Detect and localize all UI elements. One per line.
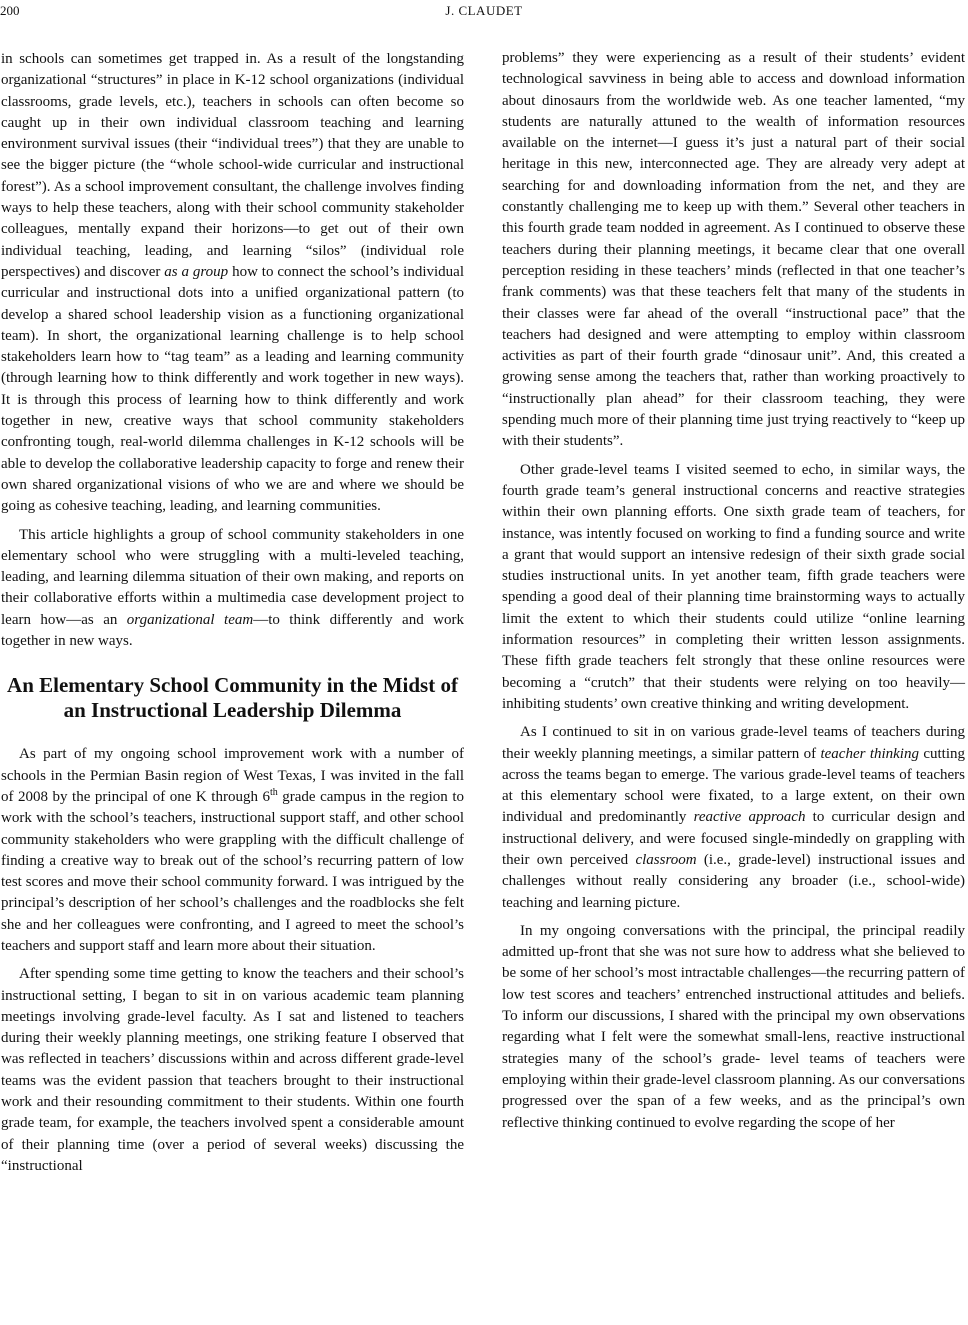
left-column [1,49,464,1184]
right-column [502,48,965,1141]
paragraph: After spending some time getting to know the teachers and their school’s instructional setting, I began to sit in on various academic team planning meetings involving grade-level faculty. As I sat and listened to teachers during their weekly planning meetings, one striking feature I observed that was reflected in teachers’ discussions within and across different grade-level teams was the evident passion that teachers brought to their instructional work and their resounding commitment to their students. Within one fourth grade team, for example, the teachers involved spent a considerable amount of their planning time (over a period of several weeks) discussing the “instructional [1,966,464,1174]
paragraph: This article highlights a group of school community stakeholders in one elementary school who were struggling with a multi-leveled teaching, leading, and learning dilemma situation of their own making, and reports on their collaborative efforts within a multimedia case development project to learn how—as an organizational team—to think differently and work together in new ways. [1,526,464,650]
paragraph: In my ongoing conversations with the principal, the principal readily admitted up-front that she was not sure how to address what she believed to be some of her school’s most intractable challenges—the recurring pattern of low test scores and teachers’ entrenched instructional attitudes and beliefs. To inform our discussions, I shared with the principal my own observations regarding what I felt were the somewhat small-lens, reactive instructional strategies many of the school’s grade- level teams of teachers were employing within their grade-level classroom planning. As our conversations progressed over the span of a few weeks, and as the principal’s own reflective thinking continued to evolve regarding the scope of her [502,922,965,1131]
running-header [0,0,968,22]
paragraph: Other grade-level teams I visited seemed to echo, in similar ways, the fourth grade team’s general instructional concerns and reactive strategies within their own planning efforts. One sixth grade team of teachers, for instance, was intently focused on working to find a funding source and write a grant that would support an intensive redesign of their sixth grade social studies instructional units. In yet another team, fifth grade teachers were spending a good deal of their planning time brainstorming ways to actually limit the extent to which their students could utilize “online learning information resources” in completing their written lesson assignments. These fifth grade teachers felt strongly that these online resources were becoming a “crutch” that their students were relying on too heavily—inhibiting students’ own creative thinking and writing development. [502,461,965,712]
paragraph: As part of my ongoing school improvement work with a number of schools in the Permian Basin region of West Texas, I was invited in the fall of 2008 by the principal of one K through 6th grade campus in the region to work with the school’s teachers, instructional support staff, and other school community stakeholders who were grappling with the difficult challenge of finding a creative way to break out of the school’s recurring pattern of low test scores and move their school community forward. I was intrigued by the principal’s description of her school’s challenges and the roadblocks she felt she and her colleagues were confronting, and I agreed to meet the school’s teachers and support staff and learn more about their situation. [1,746,464,954]
paragraph: in schools can sometimes get trapped in. As a result of the longstanding organizational “structures” in place in K-12 school organizations (individual classrooms, grade levels, etc.), teachers in schools can often become so caught up in their own individual classroom teaching and learning environment survival issues (their “individual trees”) that they are unable to see the bigger picture (the “whole school-wide curricular and instructional forest”). As a school improvement consultant, the challenge involves finding ways to help these teachers, along with their school community stakeholder colleagues, mentally expand their horizons—to get out of their own individual teaching, leading, and learning “silos” (individual role perspectives) and discover as a group how to connect the school’s individual curricular and instructional dots into a unified organizational pattern (to develop a shared school leadership vision as a functioning organizational team). In short, the organizational learning challenge is to help school stakeholders learn how to “tag team” as a leading and learning community (through learning how to think differently and work together in new ways). It is through this process of learning how to think differently and work together in new, creative ways that school community stakeholders confronting tough, real-world dilemma challenges in K-12 schools will be able to develop the collaborative leadership capacity to forge and renew their own shared organizational visions of who we are and where we should be going as cohesive teaching, leading, and learning communities. [1,51,464,515]
section-heading: An Elementary School Community in the Midst of an Instructional Leadership Dilemma [7,673,458,723]
paragraph: As I continued to sit in on various grade-level teams of teachers during their weekly planning meetings, a similar pattern of teacher thinking cutting across the teams began to emerge. The various grade-level teams of teachers at this elementary school were fixated, to a large extent, on their own individual and predominantly reactive approach to curricular design and instructional delivery, and were focused single-mindedly on grappling with their own perceived classroom (i.e., grade-level) instructional issues and challenges without really considering any broader (i.e., school-wide) teaching and learning picture. [502,724,966,911]
paragraph: problems” they were experiencing as a result of their students’ evident technological savviness in being able to access and download information about dinosaurs from the worldwide web. As one teacher lamented, “my students are naturally attuned to the wealth of information resources available on the internet—I guess it’s just a natural part of their social heritage in this new, interconnected age. They are already very adept at searching for and downloading information from the net, and they are constantly challenging me to keep up with them.” Several other teachers in this fourth grade team nodded in agreement. As I continued to observe these teachers during their planning meetings, it became clear that one overall perception residing in these teachers’ minds (reflected in that one teacher’s frank comments) was that these teachers felt that many of the students in their classes were far ahead of the overall “instructional pace” that the teachers had designed and were attempting to employ within classroom activities as part of their fourth grade “dinosaur unit”. And, this created a growing sense among the teachers that, rather than working proactively to “instructionally plan ahead” for their classroom teaching, they were spending much more of their planning time just trying reactively to “keep up with their students”. [502,50,965,450]
page-number: 200 [0,3,20,18]
running-author: J. CLAUDET [445,3,523,18]
